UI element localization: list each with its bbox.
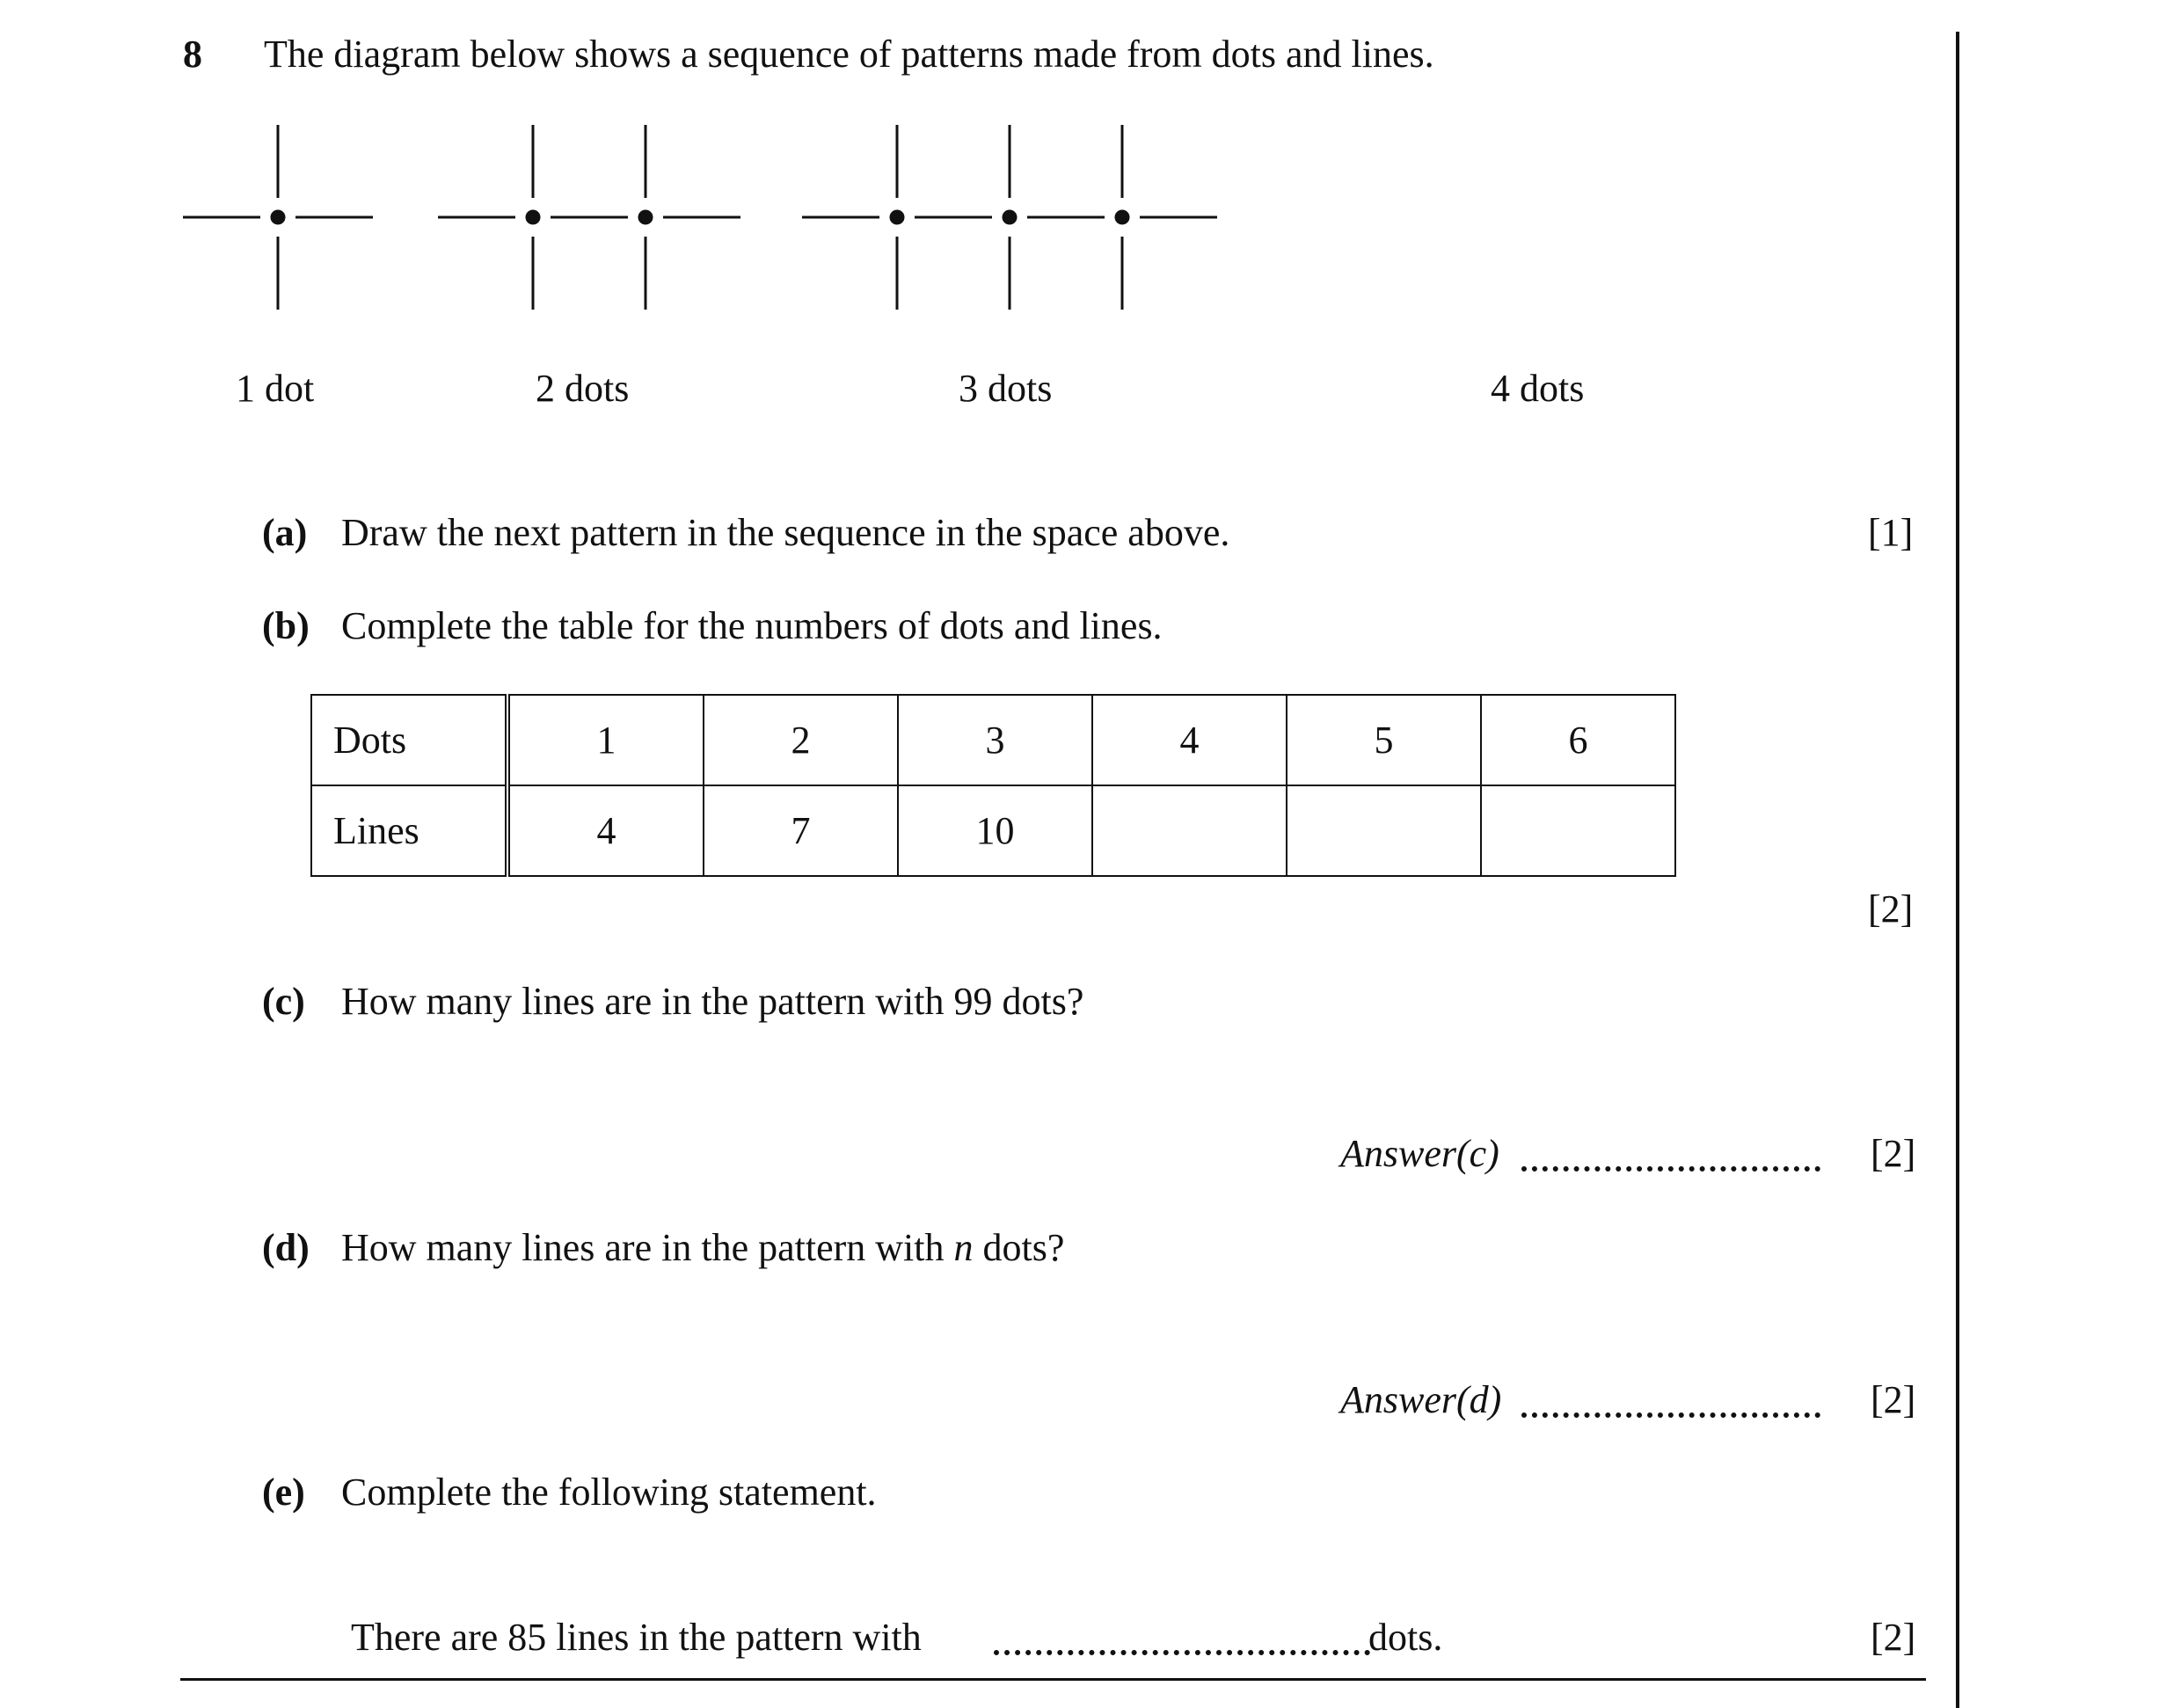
dots-cell: 6 <box>1481 695 1675 785</box>
dots-cell: 5 <box>1287 695 1481 785</box>
lines-cell: 4 <box>507 785 704 876</box>
dots-cell: 2 <box>704 695 898 785</box>
part-b-marks: [2] <box>1868 887 1914 931</box>
answer-d-line[interactable] <box>1521 1412 1820 1418</box>
part-a-marks: [1] <box>1868 511 1914 554</box>
dots-cell: 4 <box>1092 695 1287 785</box>
part-b-text: Complete the table for the numbers of dots and lines. <box>341 604 1163 647</box>
part-c-marks: [2] <box>1871 1132 1916 1175</box>
part-e-label: (e) <box>262 1471 305 1514</box>
part-b-label: (b) <box>262 604 310 647</box>
pattern-dot <box>1116 211 1128 223</box>
pattern-3 <box>802 125 1217 310</box>
pattern-dot <box>272 211 284 223</box>
question-intro: The diagram below shows a sequence of patterns made from dots and lines. <box>264 33 1434 76</box>
answer-c-line[interactable] <box>1521 1166 1820 1172</box>
part-d-text-before: How many lines are in the pattern with <box>341 1226 954 1269</box>
pattern-2 <box>438 125 740 310</box>
part-d-variable: n <box>953 1226 974 1269</box>
dots-cell: 1 <box>507 695 704 785</box>
lines-cell: 7 <box>704 785 898 876</box>
part-e-marks: [2] <box>1871 1616 1916 1659</box>
lines-answer-cell[interactable] <box>1092 785 1287 876</box>
part-e-text: Complete the following statement. <box>341 1471 877 1514</box>
row-header-dots: Dots <box>311 695 507 785</box>
part-e-statement-after: dots. <box>1368 1616 1443 1659</box>
part-d-text <box>341 1226 1065 1269</box>
answer-e-line[interactable] <box>994 1650 1370 1655</box>
pattern-dot <box>1003 211 1016 223</box>
pattern-label-3: 3 dots <box>959 367 1053 410</box>
part-e-statement-before: There are 85 lines in the pattern with <box>351 1616 922 1659</box>
answer-c-label: Answer(c) <box>1340 1132 1499 1175</box>
pattern-dot <box>891 211 903 223</box>
pattern-label-4: 4 dots <box>1491 367 1585 410</box>
table-row-dots <box>311 695 1675 785</box>
dots-lines-table <box>310 694 1676 877</box>
part-d-marks: [2] <box>1871 1378 1916 1421</box>
part-d-text-after: dots? <box>973 1226 1065 1269</box>
part-c-text: How many lines are in the pattern with 99 dots? <box>341 980 1084 1023</box>
table-row-lines <box>311 785 1675 876</box>
dots-cell: 3 <box>898 695 1092 785</box>
lines-cell: 10 <box>898 785 1092 876</box>
pattern-label-1: 1 dot <box>236 367 315 410</box>
lines-answer-cell[interactable] <box>1287 785 1481 876</box>
pattern-dot <box>527 211 539 223</box>
bottom-rule <box>180 1678 1926 1681</box>
part-c-label: (c) <box>262 980 305 1023</box>
part-a-text: Draw the next pattern in the sequence in the space above. <box>341 511 1230 554</box>
pattern-1 <box>183 125 373 310</box>
part-a-label: (a) <box>262 511 308 554</box>
margin-rule <box>1956 32 1959 1708</box>
pattern-dot <box>639 211 652 223</box>
lines-answer-cell[interactable] <box>1481 785 1675 876</box>
part-d-label: (d) <box>262 1226 310 1269</box>
answer-d-label: Answer(d) <box>1340 1378 1502 1421</box>
pattern-label-2: 2 dots <box>536 367 630 410</box>
question-number: 8 <box>183 33 202 76</box>
row-header-lines: Lines <box>311 785 507 876</box>
